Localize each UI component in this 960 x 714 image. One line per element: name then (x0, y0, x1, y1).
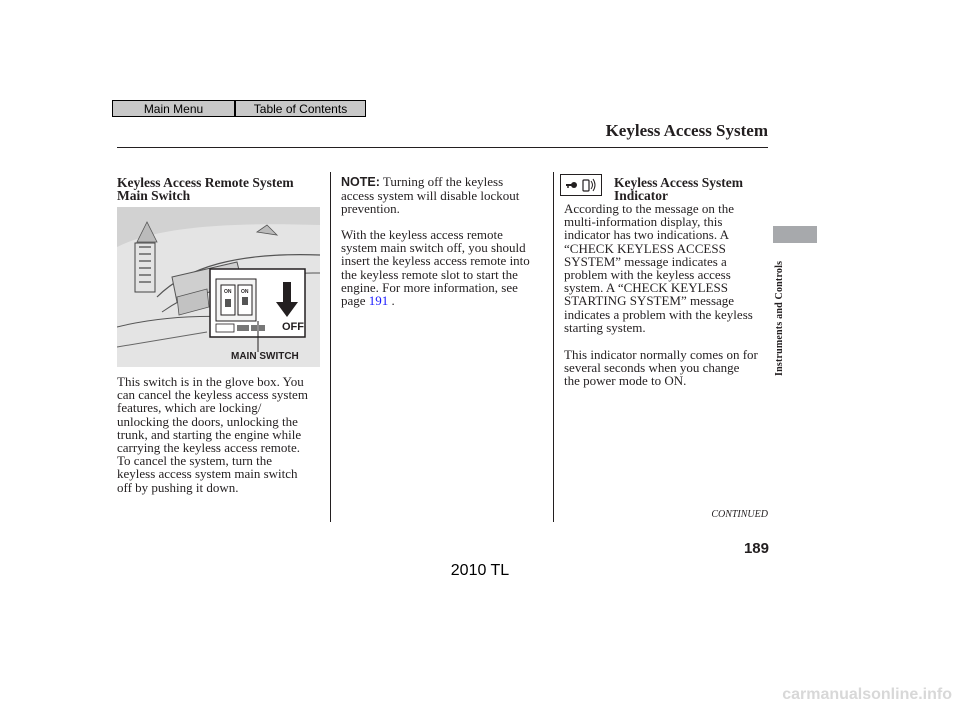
footer-model: 2010 TL (450, 562, 510, 579)
main-switch-heading: Keyless Access Remote System Main Switch (117, 175, 294, 203)
switch-off-paragraph (341, 228, 530, 307)
switch-on-label-1: ON (224, 289, 232, 295)
indicator-paragraph-1: According to the message on the multi-information display, this indicator has two indications. A “CHECK KEYLESS ACCESS SYSTEM” message indicates a problem with the keyless access system. A “CHECK KEYLESS STARTING SYSTEM” message indicates a problem with the keyless starting system. (564, 201, 753, 335)
note-text: Turning off the keyless (382, 174, 504, 189)
indicator-paragraph-2: This indicator normally comes on for several seconds when you change the power mode to ON. (564, 347, 758, 389)
keyless-indicator-symbol (560, 174, 602, 196)
switch-on-label-2: ON (241, 289, 249, 295)
main-switch-caption: MAIN SWITCH (231, 351, 299, 362)
keyless-key-icon (561, 175, 601, 195)
page-title: Keyless Access System (605, 121, 768, 140)
page-number: 189 (743, 540, 769, 557)
column-divider-2 (553, 172, 554, 522)
section-tab-label: Instruments and Controls (774, 260, 785, 376)
note-paragraph (341, 175, 519, 216)
switch-off-text: With the keyless access remote system main switch off, you should insert the keyless access remote into the keyless remote slot to start the engine. For more information, see (341, 227, 530, 295)
section-tab (773, 226, 817, 243)
note-rest: access system will disable lockout prevention. (341, 188, 520, 217)
switch-off-label: OFF (282, 321, 304, 333)
glove-box-figure (117, 207, 320, 367)
watermark: carmanualsonline.info (782, 686, 952, 703)
note-label: NOTE: (341, 175, 380, 189)
page-word: page (341, 293, 366, 309)
page-end: . (391, 293, 395, 309)
indicator-heading: Keyless Access System Indicator (614, 175, 743, 203)
main-switch-description: This switch is in the glove box. You can cancel the keyless access system features, which are locking/ unlocking the doors, unlocking the trunk, and starting the engine while carrying the keyless access remote. To cancel the system, turn the keyless access system main switch off by pushing it down. (117, 374, 308, 495)
column-divider-1 (330, 172, 331, 522)
main-menu-button[interactable]: Main Menu (112, 100, 235, 117)
continued-label: CONTINUED (711, 509, 768, 520)
table-of-contents-button[interactable]: Table of Contents (235, 100, 366, 117)
page-191-link[interactable]: 191 (368, 293, 389, 309)
header-rule (117, 147, 768, 148)
glove-box-illustration (117, 207, 320, 367)
